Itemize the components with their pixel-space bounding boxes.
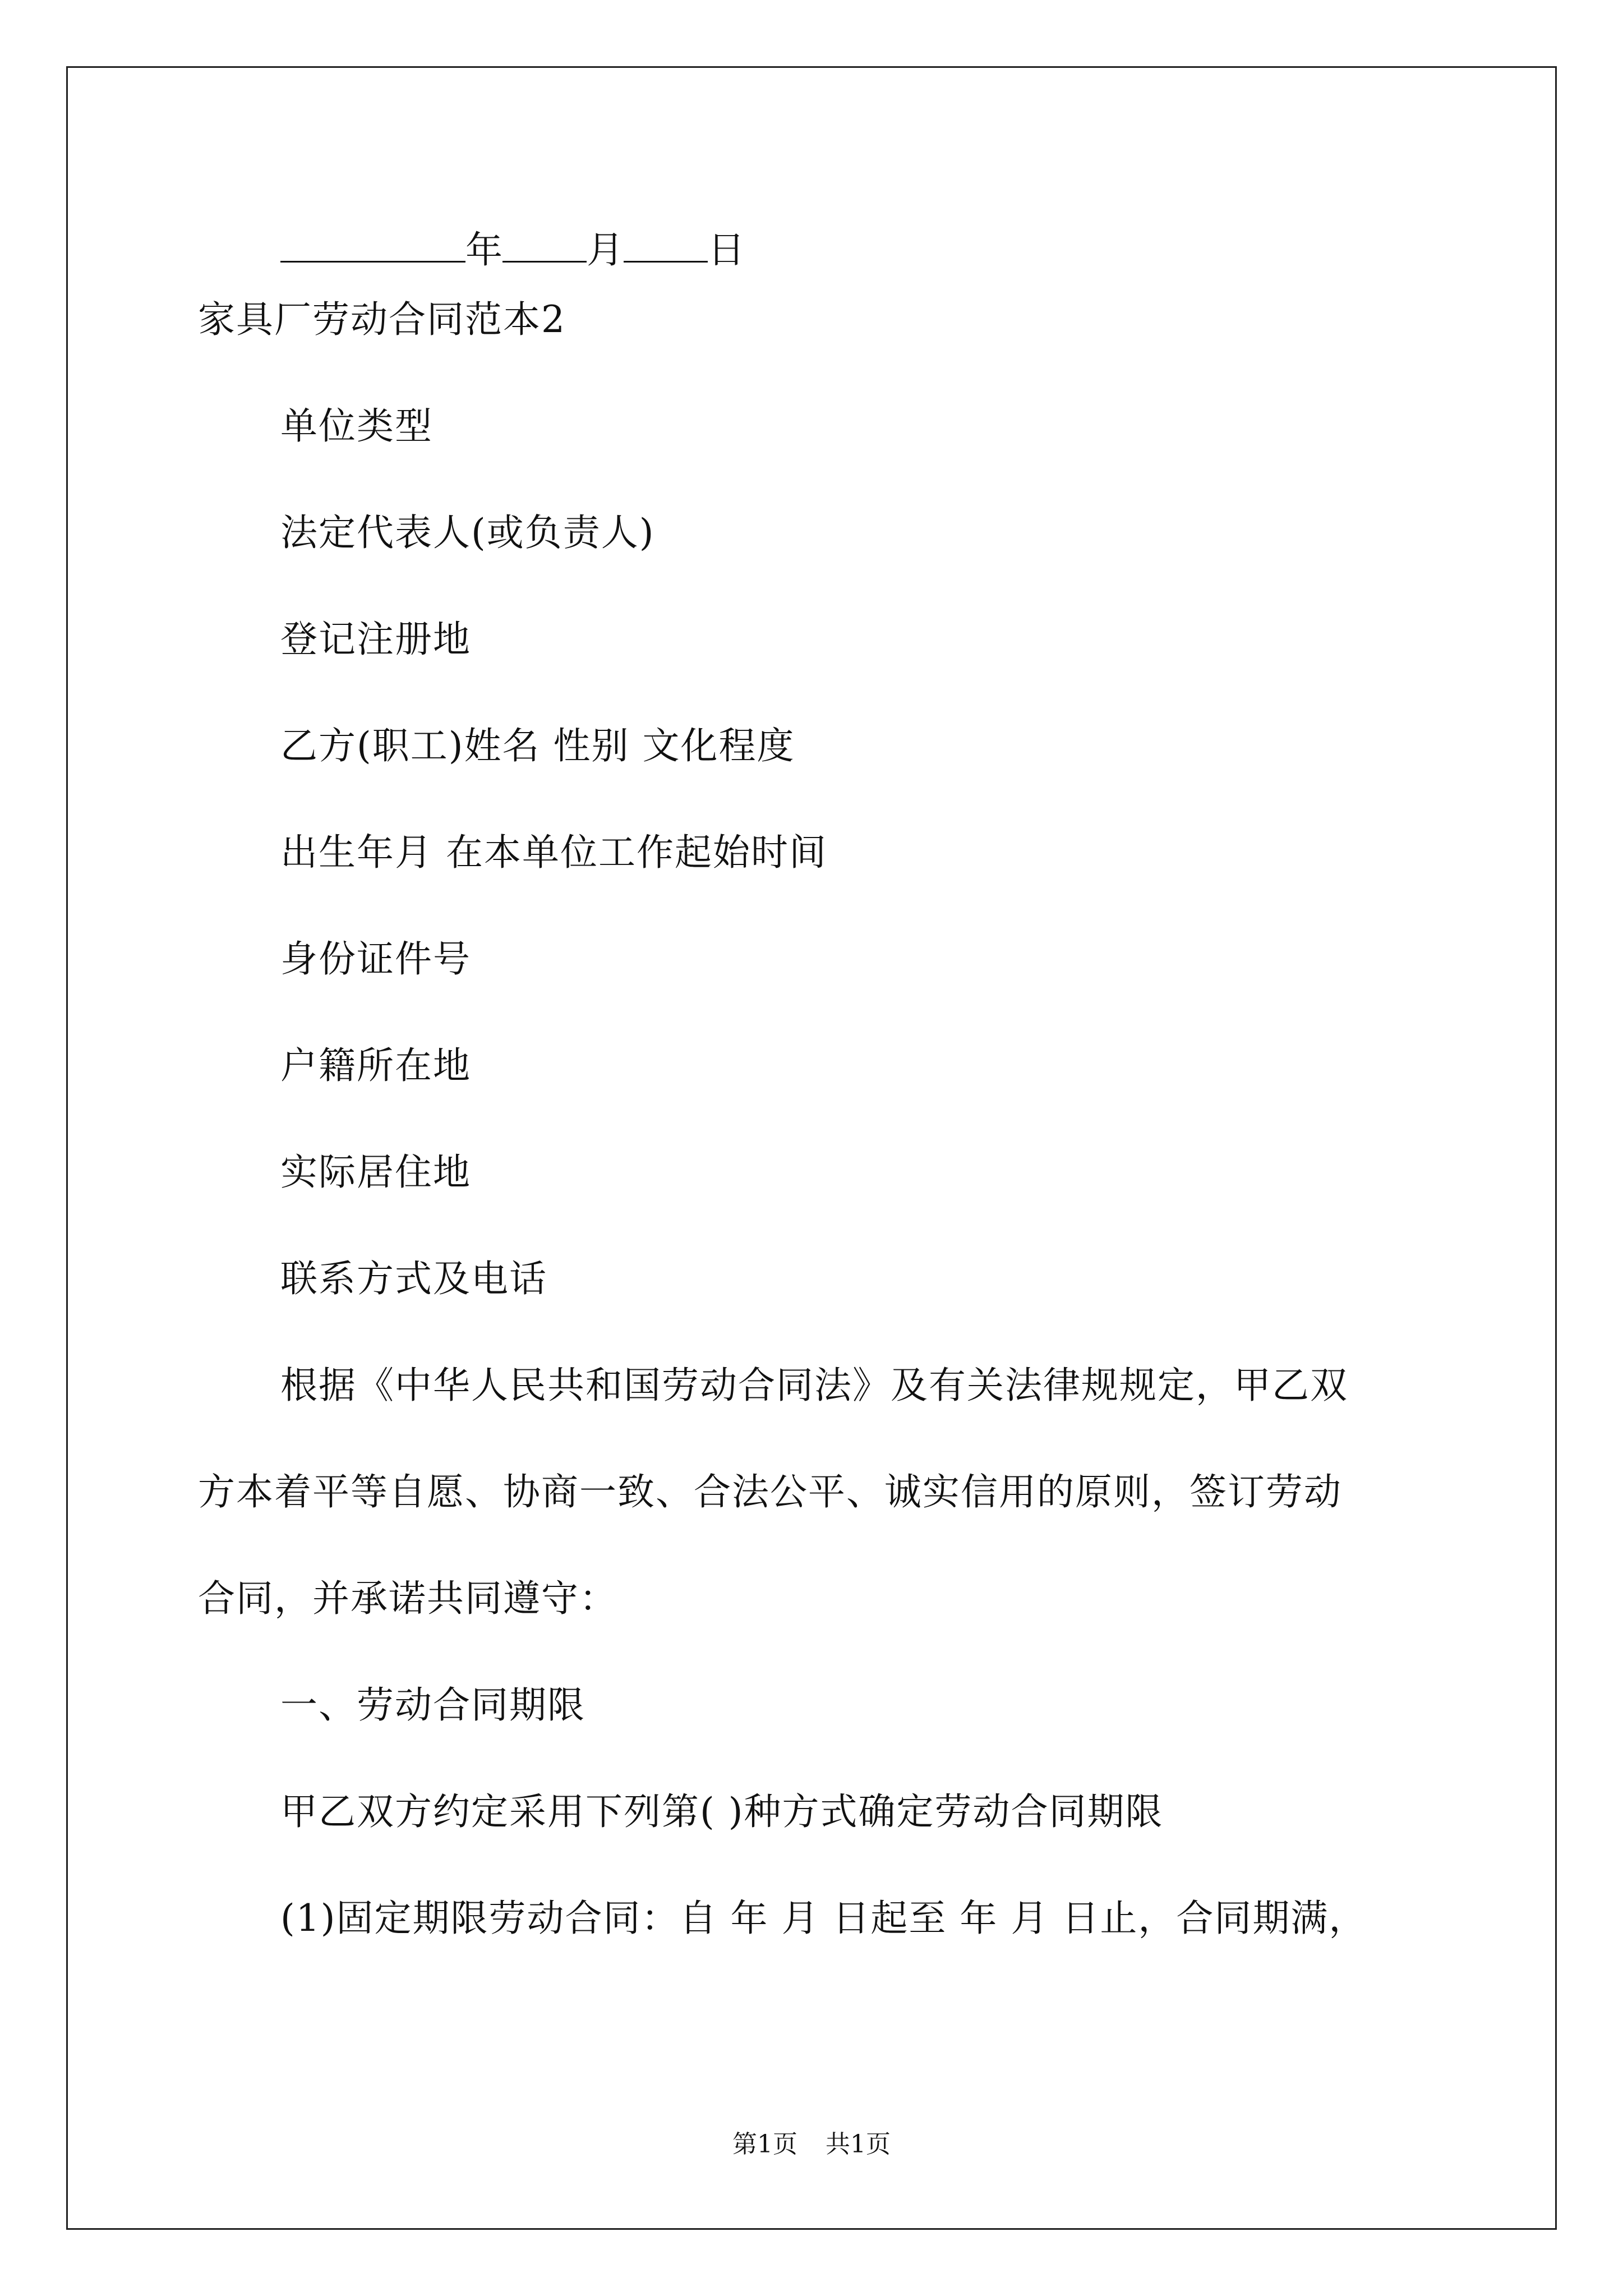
intro-paragraph-line-2: 方本着平等自愿、协商一致、合法公平、诚实信用的原则，签订劳动 xyxy=(198,1470,1342,1513)
year-label: 年 xyxy=(465,228,502,272)
month-blank xyxy=(502,227,587,263)
day-label: 日 xyxy=(708,228,745,272)
year-blank xyxy=(280,227,465,263)
section-1-heading: 一、劳动合同期限 xyxy=(280,1683,585,1727)
field-residence: 实际居住地 xyxy=(280,1151,471,1194)
signature-date-line xyxy=(280,227,745,273)
page-number: 第1页 xyxy=(732,2130,797,2159)
month-label: 月 xyxy=(587,228,624,272)
field-registered-address: 登记注册地 xyxy=(280,618,471,661)
intro-paragraph-line-1: 根据《中华人民共和国劳动合同法》及有关法律规规定，甲乙双 xyxy=(280,1364,1348,1407)
field-employee-name: 乙方(职工)姓名 性别 文化程度 xyxy=(280,724,795,767)
page-total: 共1页 xyxy=(826,2130,891,2159)
section-1-item-1: (1)固定期限劳动合同：自 年 月 日起至 年 月 日止，合同期满， xyxy=(280,1897,1367,1940)
document-title: 家具厂劳动合同范本2 xyxy=(198,298,566,341)
field-birth-date: 出生年月 在本单位工作起始时间 xyxy=(280,831,827,874)
field-contact: 联系方式及电话 xyxy=(280,1257,547,1300)
intro-paragraph-line-3: 合同，并承诺共同遵守： xyxy=(198,1577,617,1620)
day-blank xyxy=(624,227,708,263)
field-household-registration: 户籍所在地 xyxy=(280,1044,471,1087)
page-footer xyxy=(0,2129,1623,2160)
field-id-number: 身份证件号 xyxy=(280,937,471,981)
field-legal-representative: 法定代表人(或负责人) xyxy=(280,511,655,554)
field-unit-type: 单位类型 xyxy=(280,404,433,448)
section-1-text: 甲乙双方约定采用下列第( )种方式确定劳动合同期限 xyxy=(280,1790,1164,1833)
